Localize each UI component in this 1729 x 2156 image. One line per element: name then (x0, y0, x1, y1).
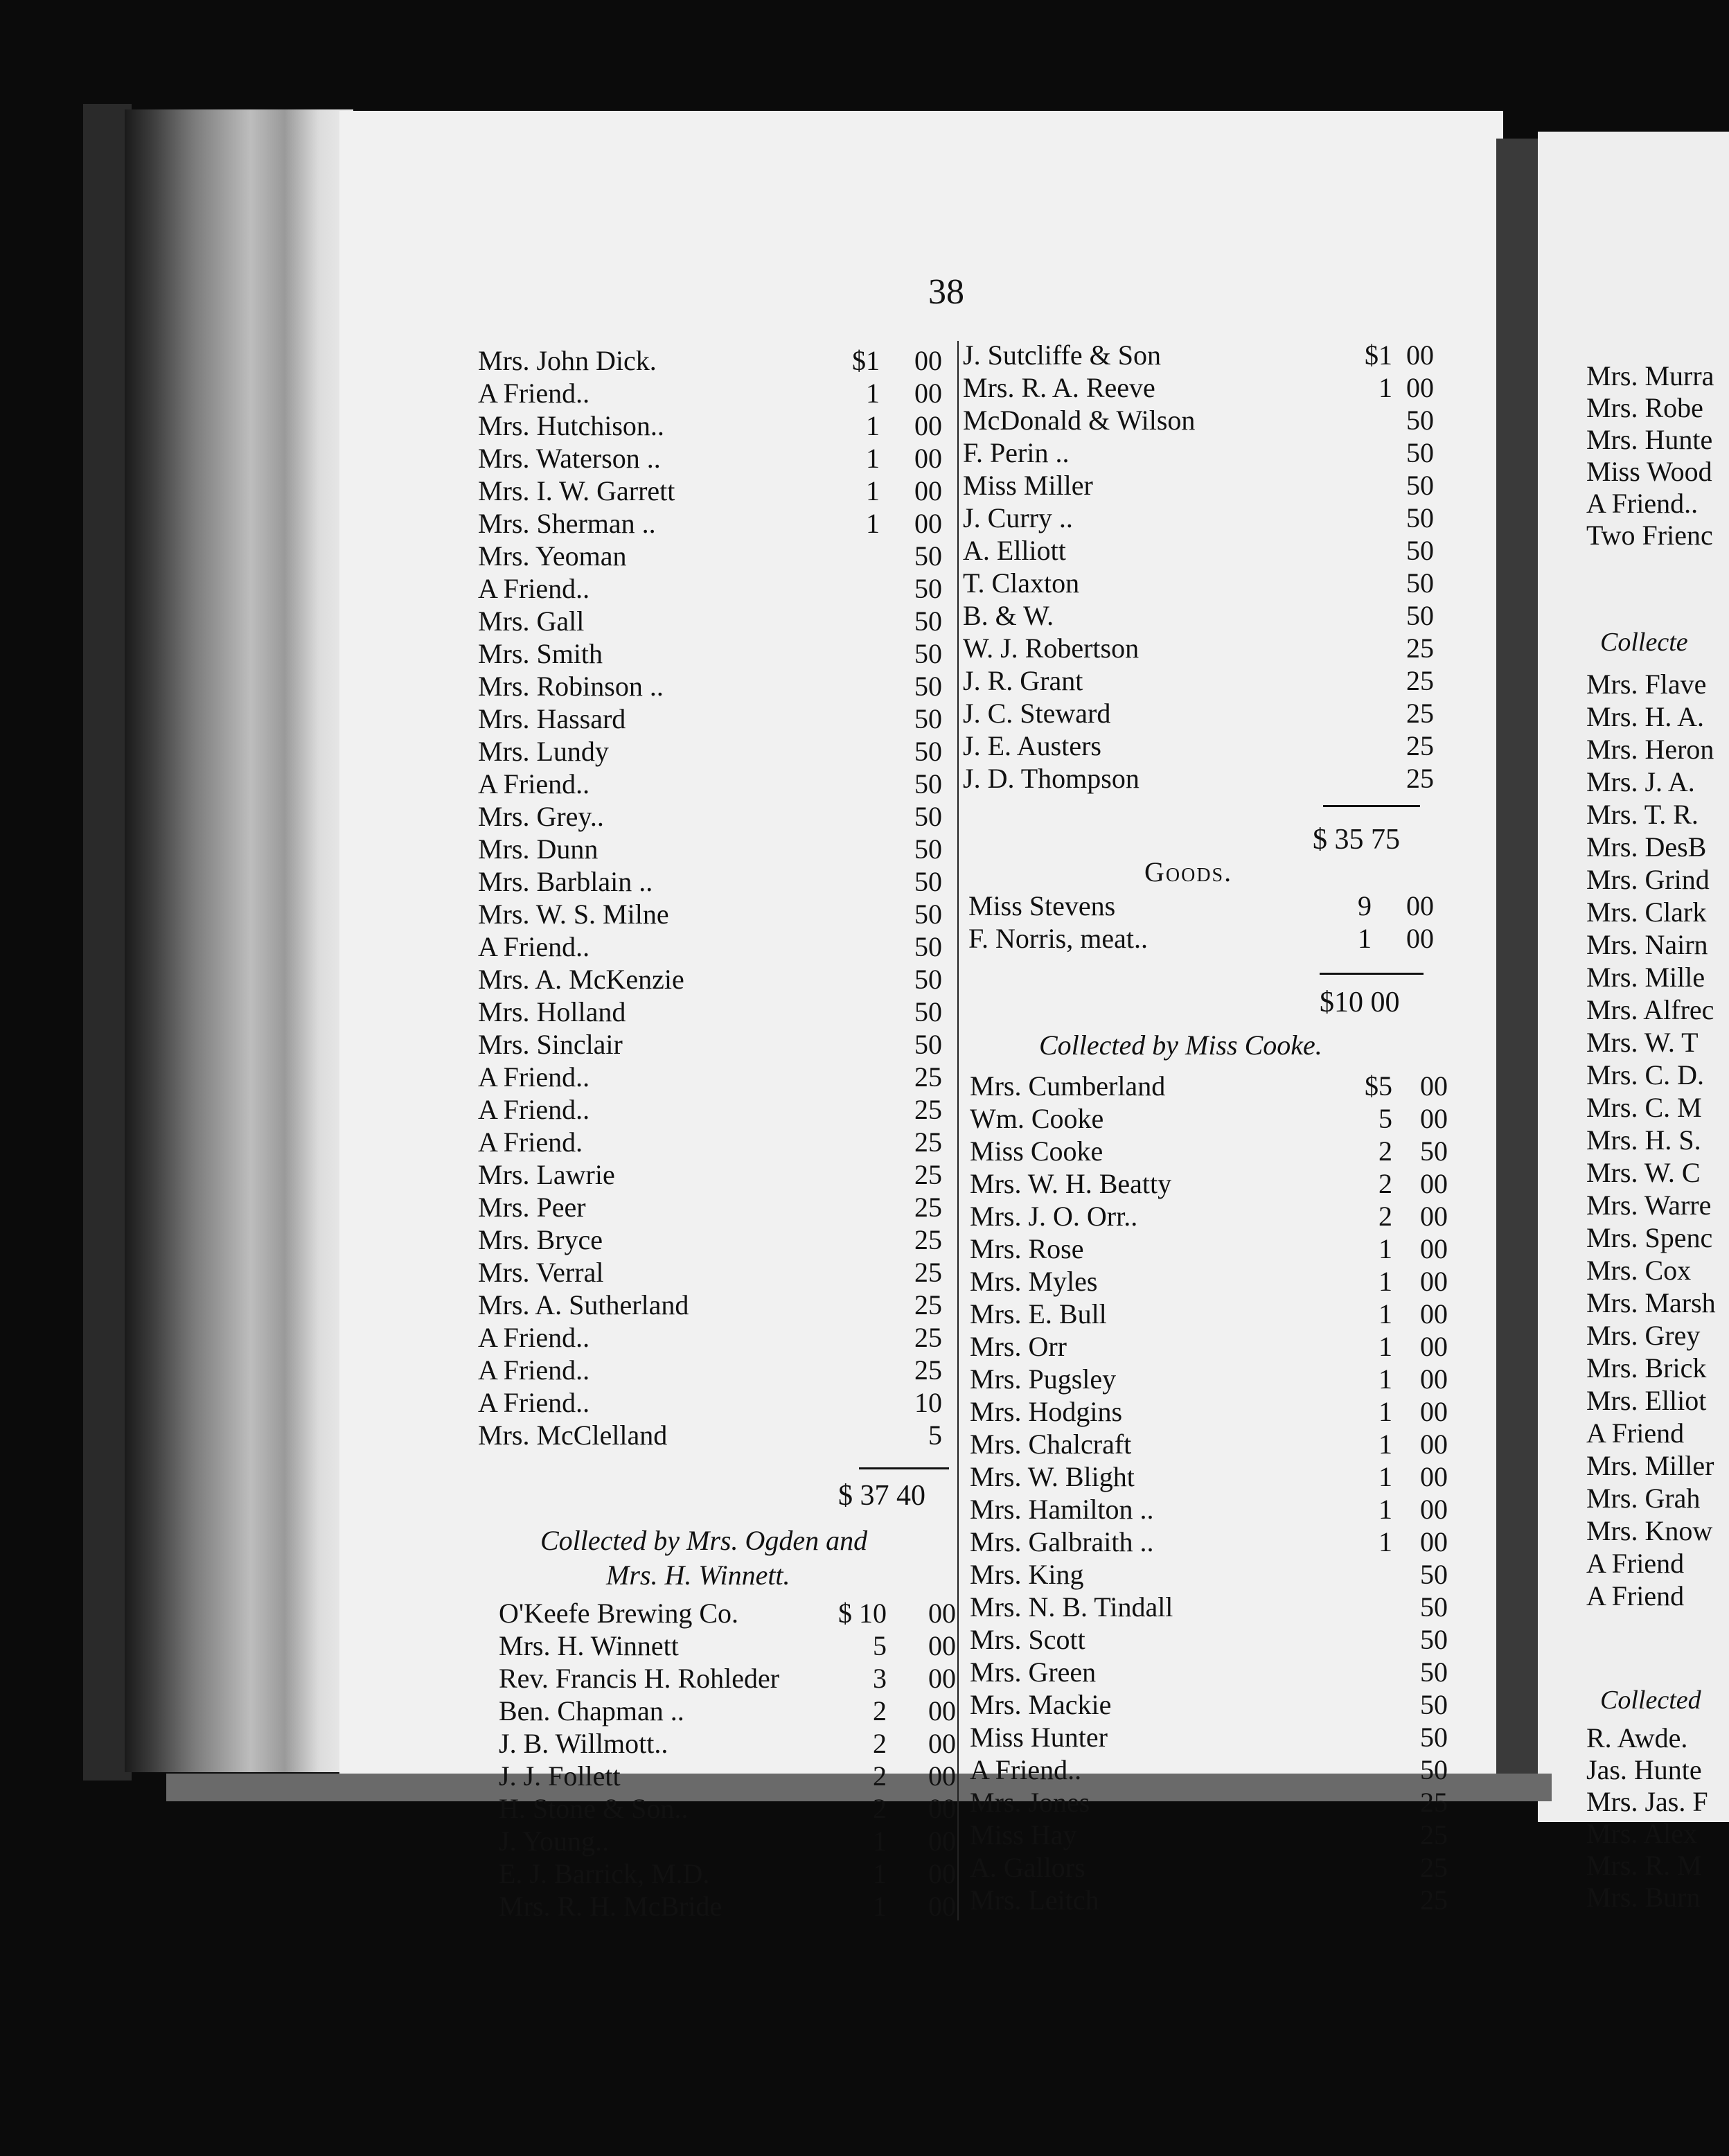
cooke-entry-dollars: $5 (1365, 1070, 1392, 1102)
left-entry-cents: 50 (914, 1029, 942, 1060)
right-entry: Mrs. Alex (1586, 1818, 1697, 1849)
mid-entry-name: McDonald & Wilson (963, 405, 1196, 436)
ogden-entry-cents: 00 (928, 1760, 956, 1792)
cooke-entry-dollars: 5 (1378, 1103, 1392, 1134)
cooke-entry-name: Mrs. Hodgins (970, 1396, 1123, 1427)
cooke-entry-name: Miss Cooke (970, 1136, 1103, 1167)
right-entry: A Friend (1586, 1580, 1685, 1611)
left-entry-cents: 50 (914, 736, 942, 767)
ogden-entry-cents: 00 (928, 1858, 956, 1889)
right-entry: Mrs. Alfrec (1586, 994, 1714, 1025)
left-entry-name: Mrs. Holland (478, 996, 626, 1027)
ogden-entry-cents: 00 (928, 1598, 956, 1629)
left-entry-name: Mrs. Smith (478, 638, 603, 669)
left-entry-cents: 50 (914, 866, 942, 897)
cooke-entry-cents: 00 (1420, 1526, 1448, 1557)
left-entry-cents: 50 (914, 573, 942, 604)
left-entry-name: Mrs. Waterson .. (478, 443, 661, 474)
ogden-entry-dollars: 2 (873, 1793, 887, 1824)
left-entry-name: Mrs. Robinson .. (478, 671, 664, 702)
right-entry: Mrs. R. M (1586, 1850, 1702, 1881)
cooke-entry-name: A. Gallors (970, 1852, 1085, 1883)
mid-entry-name: J. Curry .. (963, 502, 1073, 533)
left-entry-cents: 50 (914, 768, 942, 799)
left-entry-cents: 25 (914, 1322, 942, 1353)
left-entry-name: Mrs. Gall (478, 606, 585, 637)
cooke-entry-name: Mrs. Leitch (970, 1884, 1099, 1916)
right-entry: Mrs. Murra (1586, 360, 1714, 391)
left-entry-cents: 50 (914, 833, 942, 865)
left-entry-name: Mrs. Sinclair (478, 1029, 623, 1060)
cooke-entry-cents: 00 (1420, 1070, 1448, 1102)
left-entry-cents: 25 (914, 1257, 942, 1288)
left-entry-cents: 50 (914, 638, 942, 669)
left-entry-cents: 25 (914, 1094, 942, 1125)
left-entry-cents: 00 (914, 475, 942, 506)
right-entry: Mrs. C. M (1586, 1092, 1702, 1123)
cooke-entry-dollars: 1 (1378, 1233, 1392, 1264)
goods-heading: Goods. (1144, 856, 1233, 887)
ogden-entry-dollars: $ 10 (838, 1598, 887, 1629)
ogden-entry-cents: 00 (928, 1728, 956, 1759)
right-entry: A Friend (1586, 1548, 1685, 1579)
goods-entry-name: Miss Stevens (968, 890, 1116, 921)
cooke-entry-name: Mrs. Green (970, 1656, 1097, 1688)
left-entry-cents: 25 (914, 1224, 942, 1255)
cooke-entry-cents: 50 (1420, 1136, 1448, 1167)
right-entry: Mrs. H. S. (1586, 1124, 1701, 1156)
cooke-entry-dollars: 1 (1378, 1331, 1392, 1362)
cooke-entry-name: Mrs. W. H. Beatty (970, 1168, 1172, 1199)
mid-entry-cents: 50 (1406, 470, 1434, 501)
cooke-entry-dollars: 2 (1378, 1201, 1392, 1232)
mid-entry-cents: 50 (1406, 600, 1434, 631)
goods-entry-cents: 00 (1406, 890, 1434, 921)
cooke-entry-name: Mrs. Scott (970, 1624, 1085, 1655)
mid-entry-cents: 25 (1406, 633, 1434, 664)
cooke-entry-cents: 00 (1420, 1266, 1448, 1297)
mid-entry-cents: 50 (1406, 405, 1434, 436)
ogden-entry-cents: 00 (928, 1826, 956, 1857)
left-entry-name: Mrs. I. W. Garrett (478, 475, 675, 506)
mid-entry-name: A. Elliott (963, 535, 1066, 566)
left-entry-name: Mrs. Verral (478, 1257, 604, 1288)
goods-entry-dollars: 9 (1358, 890, 1372, 921)
ogden-entry-name: Rev. Francis H. Rohleder (499, 1663, 780, 1694)
left-entry-cents: 25 (914, 1289, 942, 1320)
right-entry: Mrs. Grah (1586, 1483, 1701, 1514)
cooke-entry-dollars: 1 (1378, 1266, 1392, 1297)
cooke-entry-cents: 25 (1420, 1852, 1448, 1883)
ogden-entry-cents: 00 (928, 1793, 956, 1824)
left-entry-name: Mrs. Peer (478, 1192, 586, 1223)
ogden-entry-name: Mrs. R. H. McBride (499, 1891, 722, 1922)
left-entry-name: Mrs. Hassard (478, 703, 626, 734)
ogden-entry-name: J. J. Follett (499, 1760, 621, 1792)
left-entry-name: Mrs. John Dick. (478, 345, 657, 376)
cooke-entry-dollars: 2 (1378, 1136, 1392, 1167)
left-entry-name: A Friend. (478, 1126, 583, 1158)
right-entry: Mrs. Jas. F (1586, 1786, 1708, 1817)
cooke-entry-cents: 50 (1420, 1722, 1448, 1753)
cooke-entry-dollars: 1 (1378, 1494, 1392, 1525)
ogden-entry-dollars: 2 (873, 1728, 887, 1759)
ogden-entry-cents: 00 (928, 1663, 956, 1694)
ogden-entry-dollars: 2 (873, 1695, 887, 1726)
right-entry: A Friend (1586, 1417, 1685, 1449)
left-entry-cents: 50 (914, 801, 942, 832)
left-entry-name: Mrs. Grey.. (478, 801, 604, 832)
left-entry-cents: 00 (914, 443, 942, 474)
cooke-entry-name: Mrs. Pugsley (970, 1363, 1117, 1395)
ogden-entry-name: E. J. Barrick, M.D. (499, 1858, 710, 1889)
right-entry: Miss Wood (1586, 456, 1712, 487)
cooke-entry-cents: 00 (1420, 1168, 1448, 1199)
mid-entry-name: W. J. Robertson (963, 633, 1140, 664)
cooke-entry-cents: 00 (1420, 1233, 1448, 1264)
left-entry-name: Mrs. Lundy (478, 736, 609, 767)
left-entry-cents: 00 (914, 378, 942, 409)
goods-total-rule (1320, 973, 1424, 975)
left-entry-cents: 00 (914, 345, 942, 376)
left-entry-dollars: 1 (866, 443, 880, 474)
left-entry-cents: 50 (914, 703, 942, 734)
cooke-entry-name: Mrs. Galbraith .. (970, 1526, 1154, 1557)
ogden-entry-name: H. Stone & Son.. (499, 1793, 689, 1824)
left-entry-name: Mrs. A. Sutherland (478, 1289, 689, 1320)
cooke-entry-name: Mrs. Cumberland (970, 1070, 1166, 1102)
mid-entry-cents: 25 (1406, 698, 1434, 729)
mid-entry-name: J. Sutcliffe & Son (963, 339, 1161, 371)
left-entry-name: Mrs. Dunn (478, 833, 598, 865)
total-rule (859, 1467, 949, 1469)
left-entry-name: A Friend.. (478, 931, 590, 962)
left-entry-cents: 50 (914, 899, 942, 930)
mid-entry-dollars: $1 (1365, 339, 1392, 371)
left-entry-dollars: 1 (866, 410, 880, 441)
page-edges (125, 109, 353, 1772)
left-entry-cents: 50 (914, 964, 942, 995)
ogden-entry-name: Ben. Chapman .. (499, 1695, 684, 1726)
right-entry: Two Frienc (1586, 520, 1713, 551)
left-entry-cents: 10 (914, 1387, 942, 1418)
ogden-entry-name: J. Young.. (499, 1826, 609, 1857)
cooke-entry-name: Mrs. Rose (970, 1233, 1084, 1264)
mid-entry-cents: 50 (1406, 535, 1434, 566)
left-entry-name: Mrs. Lawrie (478, 1159, 615, 1190)
ogden-entry-name: O'Keefe Brewing Co. (499, 1598, 738, 1629)
left-entry-cents: 50 (914, 540, 942, 572)
right-heading-2: Collected (1600, 1686, 1701, 1715)
right-entry: Mrs. Spenc (1586, 1222, 1713, 1253)
left-total: $ 37 40 (838, 1480, 925, 1512)
ogden-entry-name: Mrs. H. Winnett (499, 1630, 679, 1661)
page-number: 38 (928, 272, 964, 312)
ogden-entry-dollars: 1 (873, 1891, 887, 1922)
right-entry: Mrs. Know (1586, 1515, 1713, 1546)
cooke-entry-dollars: 1 (1378, 1526, 1392, 1557)
cooke-entry-name: Miss Hunter (970, 1722, 1108, 1753)
left-entry-cents: 25 (914, 1192, 942, 1223)
left-entry-name: A Friend.. (478, 378, 590, 409)
left-entry-cents: 50 (914, 606, 942, 637)
cooke-entry-dollars: 1 (1378, 1363, 1392, 1395)
ogden-entry-cents: 00 (928, 1630, 956, 1661)
left-entry-name: A Friend.. (478, 573, 590, 604)
left-entry-cents: 25 (914, 1354, 942, 1386)
left-entry-name: Mrs. Bryce (478, 1224, 603, 1255)
left-entry-cents: 00 (914, 410, 942, 441)
ogden-entry-dollars: 5 (873, 1630, 887, 1661)
left-entry-name: Mrs. Hutchison.. (478, 410, 664, 441)
mid-entry-cents: 25 (1406, 665, 1434, 696)
right-entry: Mrs. Brick (1586, 1352, 1707, 1384)
cooke-entry-name: Miss Hay (970, 1819, 1077, 1850)
right-entry: Mrs. Grey (1586, 1320, 1701, 1351)
left-entry-cents: 50 (914, 996, 942, 1027)
right-heading-1: Collecte (1600, 628, 1688, 657)
right-entry: Mrs. Burn (1586, 1882, 1701, 1913)
collector-heading-1: Collected by Mrs. Ogden and (540, 1525, 868, 1556)
cooke-entry-name: Mrs. Chalcraft (970, 1429, 1132, 1460)
cooke-entry-name: Mrs. J. O. Orr.. (970, 1201, 1138, 1232)
left-entry-name: Mrs. Yeoman (478, 540, 627, 572)
goods-entry-dollars: 1 (1358, 923, 1372, 954)
mid-entry-name: J. D. Thompson (963, 763, 1140, 794)
cooke-entry-cents: 50 (1420, 1656, 1448, 1688)
cooke-entry-name: Mrs. Hamilton .. (970, 1494, 1154, 1525)
cooke-entry-name: Mrs. King (970, 1559, 1084, 1590)
cooke-entry-name: Mrs. W. Blight (970, 1461, 1135, 1492)
mid-total-rule (1323, 805, 1420, 807)
mid-entry-cents: 25 (1406, 763, 1434, 794)
left-entry-dollars: 1 (866, 475, 880, 506)
left-entry-dollars: $1 (852, 345, 880, 376)
cooke-entry-cents: 00 (1420, 1331, 1448, 1362)
goods-entry-cents: 00 (1406, 923, 1434, 954)
ogden-entry-dollars: 3 (873, 1663, 887, 1694)
right-entry: Mrs. Warre (1586, 1190, 1712, 1221)
left-entry-dollars: 1 (866, 508, 880, 539)
right-entry: Mrs. C. D. (1586, 1059, 1705, 1090)
collector-heading-2: Mrs. H. Winnett. (606, 1559, 790, 1591)
cooke-entry-name: Wm. Cooke (970, 1103, 1104, 1134)
right-entry: Mrs. Grind (1586, 864, 1710, 895)
cooke-entry-cents: 00 (1420, 1494, 1448, 1525)
left-entry-cents: 25 (914, 1061, 942, 1093)
ogden-entry-name: J. B. Willmott.. (499, 1728, 668, 1759)
right-entry: Mrs. Flave (1586, 669, 1707, 700)
mid-entry-cents: 50 (1406, 437, 1434, 468)
cooke-entry-dollars: 2 (1378, 1168, 1392, 1199)
mid-entry-name: F. Perin .. (963, 437, 1070, 468)
cooke-entry-cents: 00 (1420, 1363, 1448, 1395)
left-entry-cents: 50 (914, 931, 942, 962)
right-entry: Mrs. DesB (1586, 831, 1707, 863)
cooke-entry-name: Mrs. Myles (970, 1266, 1098, 1297)
cooke-entry-name: Mrs. E. Bull (970, 1298, 1107, 1329)
goods-total: $10 00 (1320, 987, 1400, 1018)
cooke-entry-name: Mrs. Orr (970, 1331, 1067, 1362)
ogden-entry-dollars: 2 (873, 1760, 887, 1792)
cooke-entry-dollars: 1 (1378, 1298, 1392, 1329)
cooke-entry-cents: 50 (1420, 1754, 1448, 1785)
cooke-entry-cents: 00 (1420, 1201, 1448, 1232)
column-divider (957, 341, 959, 1920)
right-entry: R. Awde. (1586, 1722, 1688, 1753)
cooke-entry-cents: 00 (1420, 1103, 1448, 1134)
right-entry: Mrs. Robe (1586, 392, 1703, 423)
cooke-entry-name: Mrs. Mackie (970, 1689, 1112, 1720)
left-entry-cents: 00 (914, 508, 942, 539)
mid-entry-cents: 00 (1406, 372, 1434, 403)
left-entry-cents: 50 (914, 671, 942, 702)
mid-entry-name: Mrs. R. A. Reeve (963, 372, 1155, 403)
mid-entry-name: B. & W. (963, 600, 1054, 631)
right-entry: Mrs. Cox (1586, 1255, 1692, 1286)
left-entry-name: A Friend.. (478, 1387, 590, 1418)
right-entry: Mrs. Clark (1586, 896, 1707, 928)
left-entry-name: Mrs. Sherman .. (478, 508, 656, 539)
right-entry: Mrs. W. C (1586, 1157, 1701, 1188)
cooke-entry-cents: 50 (1420, 1559, 1448, 1590)
cooke-entry-cents: 00 (1420, 1298, 1448, 1329)
left-entry-dollars: 1 (866, 378, 880, 409)
right-entry: Mrs. H. A. (1586, 701, 1705, 732)
cooke-entry-cents: 25 (1420, 1819, 1448, 1850)
mid-entry-name: J. R. Grant (963, 665, 1083, 696)
mid-entry-name: J. E. Austers (963, 730, 1101, 761)
right-entry: Mrs. J. A. (1586, 766, 1695, 797)
cooke-entry-dollars: 1 (1378, 1429, 1392, 1460)
ogden-entry-cents: 00 (928, 1695, 956, 1726)
left-entry-name: Mrs. Barblain .. (478, 866, 653, 897)
mid-entry-cents: 50 (1406, 567, 1434, 599)
cooke-entry-cents: 00 (1420, 1396, 1448, 1427)
cooke-entry-name: Mrs. Jones (970, 1787, 1090, 1818)
cooke-entry-cents: 00 (1420, 1461, 1448, 1492)
right-entry: Jas. Hunte (1586, 1754, 1702, 1785)
cooke-heading: Collected by Miss Cooke. (1039, 1030, 1322, 1061)
right-entry: Mrs. Elliot (1586, 1385, 1707, 1416)
goods-entry-name: F. Norris, meat.. (968, 923, 1148, 954)
cooke-entry-cents: 50 (1420, 1591, 1448, 1623)
left-entry-name: A Friend.. (478, 1322, 590, 1353)
right-entry: Mrs. Nairn (1586, 929, 1708, 960)
cooke-entry-cents: 25 (1420, 1884, 1448, 1916)
mid-entry-name: Miss Miller (963, 470, 1093, 501)
cooke-entry-name: A Friend.. (970, 1754, 1082, 1785)
mid-entry-name: J. C. Steward (963, 698, 1111, 729)
left-entry-cents: 25 (914, 1126, 942, 1158)
right-entry: Mrs. Marsh (1586, 1287, 1716, 1318)
right-entry: Mrs. Hunte (1586, 424, 1713, 455)
cooke-entry-name: Mrs. N. B. Tindall (970, 1591, 1173, 1623)
book-gutter (1496, 139, 1538, 1801)
cooke-entry-dollars: 1 (1378, 1396, 1392, 1427)
mid-total: $ 35 75 (1313, 824, 1400, 856)
left-entry-name: A Friend.. (478, 1094, 590, 1125)
right-entry: Mrs. Miller (1586, 1450, 1714, 1481)
right-entry: Mrs. Mille (1586, 962, 1705, 993)
cooke-entry-dollars: 1 (1378, 1461, 1392, 1492)
left-entry-name: A Friend.. (478, 1061, 590, 1093)
mid-entry-dollars: 1 (1378, 372, 1392, 403)
left-entry-cents: 5 (928, 1420, 942, 1451)
mid-entry-cents: 50 (1406, 502, 1434, 533)
left-entry-name: A Friend.. (478, 768, 590, 799)
left-entry-name: Mrs. W. S. Milne (478, 899, 669, 930)
mid-entry-cents: 25 (1406, 730, 1434, 761)
ogden-entry-cents: 00 (928, 1891, 956, 1922)
right-entry: Mrs. Heron (1586, 734, 1714, 765)
right-entry: Mrs. T. R. (1586, 799, 1699, 830)
cooke-entry-cents: 50 (1420, 1624, 1448, 1655)
ogden-entry-dollars: 1 (873, 1858, 887, 1889)
left-entry-cents: 25 (914, 1159, 942, 1190)
mid-entry-name: T. Claxton (963, 567, 1080, 599)
right-entry: A Friend.. (1586, 488, 1699, 519)
left-entry-name: Mrs. McClelland (478, 1420, 668, 1451)
ogden-entry-dollars: 1 (873, 1826, 887, 1857)
mid-entry-cents: 00 (1406, 339, 1434, 371)
right-entry: Mrs. W. T (1586, 1027, 1699, 1058)
left-entry-name: A Friend.. (478, 1354, 590, 1386)
left-entry-name: Mrs. A. McKenzie (478, 964, 684, 995)
cooke-entry-cents: 00 (1420, 1429, 1448, 1460)
cooke-entry-cents: 25 (1420, 1787, 1448, 1818)
cooke-entry-cents: 50 (1420, 1689, 1448, 1720)
